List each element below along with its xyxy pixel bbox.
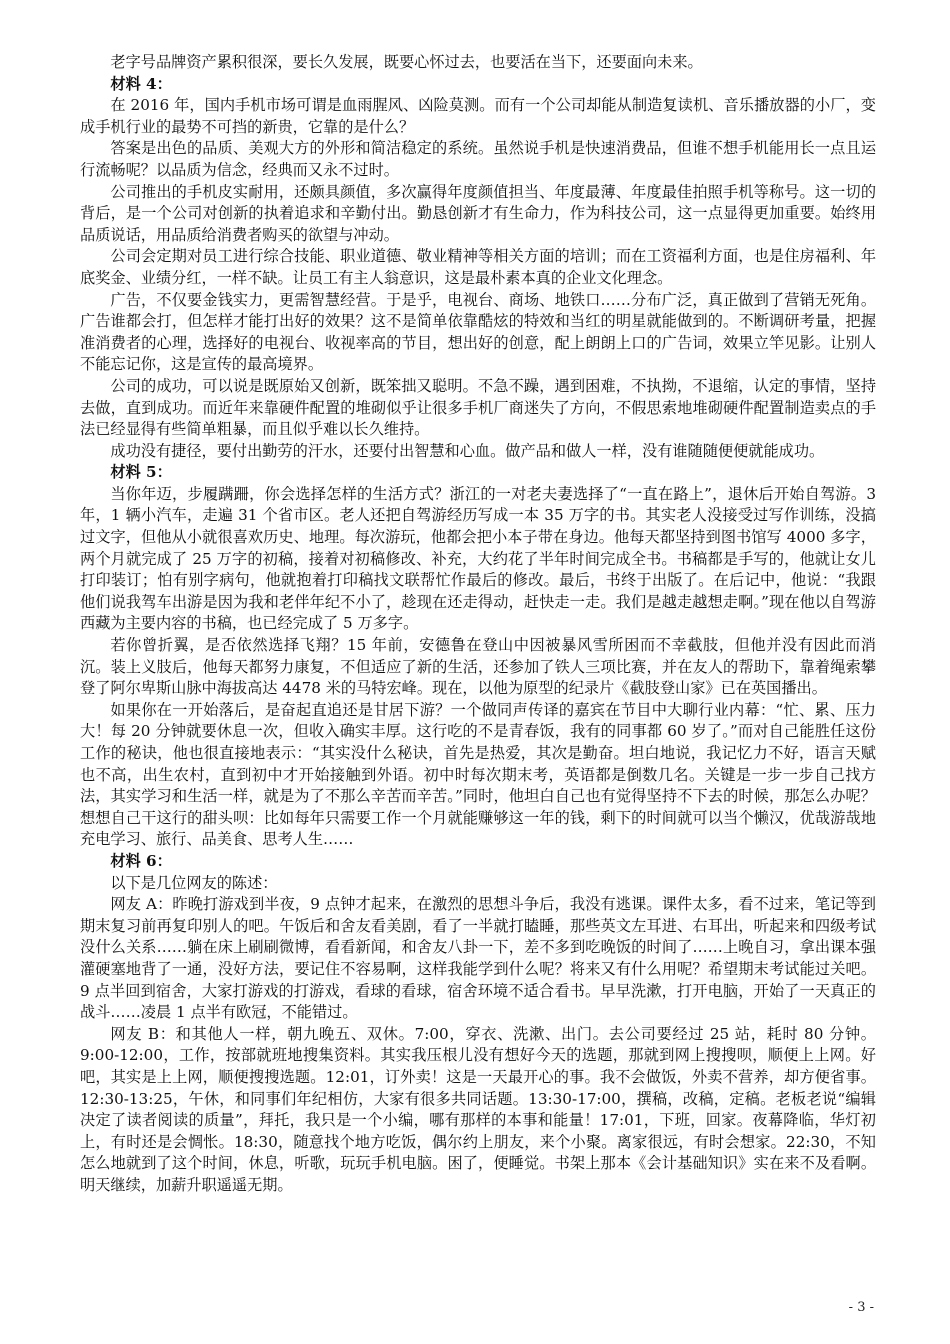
section-heading: 材料 6：	[110, 851, 172, 870]
paragraph: 老字号品牌资产累积很深，要长久发展，既要心怀过去，也要活在当下，还要面向未来。	[110, 53, 703, 71]
section-heading: 材料 5：	[110, 463, 172, 482]
paragraph: 广告，不仅要金钱实力，更需智慧经营。于是乎，电视台、商场、地铁口……分布广泛，真正做到了营销无死角。广告谁都会打，但怎样才能打出好的效果？这不是简单依靠酷炫的特效和当红的明星就能做到的。不断调研考量，把握准消费者的心理，选择好的电视台、收视率高的节目，想出好的创意，配上朗朗上口的广告词，效果立竿见影。让别人不能忘记你，这是宣传的最高境界。	[80, 290, 876, 374]
paragraph: 成功没有捷径，要付出勤劳的汗水，还要付出智慧和心血。做产品和做人一样，没有谁随随便便就能成功。	[110, 441, 825, 460]
paragraph: 网友 B：和其他人一样，朝九晚五、双休。7:00，穿衣、洗漱、出门。去公司要经过 25 站，耗时 80 分钟。9:00-12:00，工作，按部就班地搜集资料。其实我压根儿没有想好今天的选题，那就到网上搜搜呗，顺便上上网。好吧，其实是上上网，顺便搜搜选题。12:01，订外卖！这是一天最开心的事。我不会做饭，外卖不营养，却方便省事。12:30-13:25，午休，和同事们年纪相仿，大家有很多共同话题。13:30-17:00，撰稿，改稿，定稿。老板老说“编辑决定了读者阅读的质量”，拜托，我只是一个小编，哪有那样的本事和能量！17:01，下班，回家。夜幕降临，华灯初上，有时还是会惆怅。18:30，随意找个地方吃饭，偶尔约上朋友，来个小聚。离家很远，有时会想家。22:30，不知怎么地就到了这个时间，休息，听歌，玩玩手机电脑。困了，便睡觉。书架上那本《会计基础知识》实在来不及看啊。明天继续，加薪升职遥遥无期。	[80, 1024, 876, 1194]
paragraph: 当你年迈，步履蹒跚，你会选择怎样的生活方式？浙江的一对老夫妻选择了“一直在路上”，退休后开始自驾游。3 年，1 辆小汽车，走遍 31 个省市区。老人还把自驾游经历写成一本 35 万字的书。其实老人没接受过写作训练，没搞过文字，但他从小就很喜欢历史、地理。每次游玩，他都会把小本子带在身边。他每天都坚持到图书馆写 4000 多字，两个月就完成了 25 万字的初稿，接着对初稿修改、补充，大约花了半年时间完成全书。书稿都是手写的，他就让女儿打印装订；怕有别字病句，他就抱着打印稿找文联帮忙作最后的修改。最后，书终于出版了。在后记中，他说：“我跟他们说我驾车出游是因为我和老伴年纪不小了，趁现在还走得动，赶快走一走。我们是越走越想走啊。”现在他以自驾游西藏为主要内容的书稿，也已经完成了 5 万多字。	[80, 484, 876, 633]
paragraph: 公司推出的手机皮实耐用，还颇具颜值，多次赢得年度颜值担当、年度最薄、年度最佳拍照手机等称号。这一切的背后，是一个公司对创新的执着追求和辛勤付出。勤恳创新才有生命力，作为科技公司，这一点显得更加重要。始终用品质说话，用品质给消费者购买的欲望与冲动。	[80, 182, 876, 244]
paragraph: 以下是几位网友的陈述：	[110, 873, 278, 892]
paragraph: 网友 A：昨晚打游戏到半夜，9 点钟才起来，在激烈的思想斗争后，我没有逃课。课件太多，看不过来，笔记等到期末复习前再复印别人的吧。午饭后和舍友看美剧，看了一半就打瞌睡，那些英文左耳进、右耳出，听起来和四级考试没什么关系……躺在床上刷刷微博，看看新闻，和舍友八卦一下，差不多到吃晚饭的时间了……上晚自习，拿出课本强灌硬塞地背了一通，没好方法，要记住不容易啊，这样我能学到什么呢？将来又有什么用呢？希望期末考试能过关吧。9 点半回到宿舍，大家打游戏的打游戏，看球的看球，宿舍环境不适合看书。早早洗漱，打开电脑，开始了一天真正的战斗……凌晨 1 点半有欧冠，不能错过。	[80, 895, 876, 1022]
paragraph: 若你曾折翼，是否依然选择飞翔？15 年前，安德鲁在登山中因被暴风雪所困而不幸截肢，但他并没有因此而消沉。装上义肢后，他每天都努力康复，不但适应了新的生活，还参加了铁人三项比赛，并在友人的帮助下，靠着绳索攀登了阿尔卑斯山脉中海拔高达 4478 米的马特宏峰。现在，以他为原型的纪录片《截肢登山家》已在英国播出。	[80, 636, 876, 698]
page-number: - 3 -	[848, 1300, 874, 1315]
document-body	[80, 52, 876, 1196]
paragraph: 答案是出色的品质、美观大方的外形和简洁稳定的系统。虽然说手机是快速消费品，但谁不想手机能用长一点且运行流畅呢？以品质为信念，经典而又永不过时。	[80, 139, 876, 179]
paragraph: 公司的成功，可以说是既原始又创新，既笨拙又聪明。不急不躁，遇到困难，不执拗，不退缩，认定的事情，坚持去做，直到成功。而近年来靠硬件配置的堆砌似乎让很多手机厂商迷失了方向，不假思索地堆砌硬件配置制造卖点的手法已经显得有些简单粗暴，而且似乎难以长久维持。	[80, 376, 876, 439]
paragraph: 公司会定期对员工进行综合技能、职业道德、敬业精神等相关方面的培训；而在工资福利方面，也是住房福利、年底奖金、业绩分红，一样不缺。让员工有主人翁意识，这是最朴素本真的企业文化理念。	[80, 247, 876, 287]
paragraph: 在 2016 年，国内手机市场可谓是血雨腥风、凶险莫测。而有一个公司却能从制造复读机、音乐播放器的小厂，变成手机行业的最势不可挡的新贵，它靠的是什么？	[80, 96, 876, 136]
section-heading: 材料 4：	[110, 74, 172, 93]
paragraph: 如果你在一开始落后，是奋起直追还是甘居下游？一个做同声传译的嘉宾在节目中大聊行业内幕：“忙、累、压力大！每 20 分钟就要休息一次，但收入确实丰厚。这行吃的不是青春饭，我有的同事都 60 岁了。”而对自己能胜任这份工作的秘诀，他也很直接地表示：“其实没什么秘诀，首先是热爱，其次是勤奋。坦白地说，我记忆力不好，语言天赋也不高，出生农村，直到初中才开始接触到外语。初中时每次期末考，英语都是倒数几名。关键是一步一步自己找方法，其实学习和生活一样，就是为了不那么辛苦而辛苦。”同时，他坦白自己也有觉得坚持不下去的时候，那怎么办呢？想想自己干这行的甜头呗：比如每年只需要工作一个月就能赚够这一年的钱，剩下的时间就可以当个懒汉，优哉游哉地充电学习、旅行、品美食、思考人生……	[80, 700, 876, 849]
